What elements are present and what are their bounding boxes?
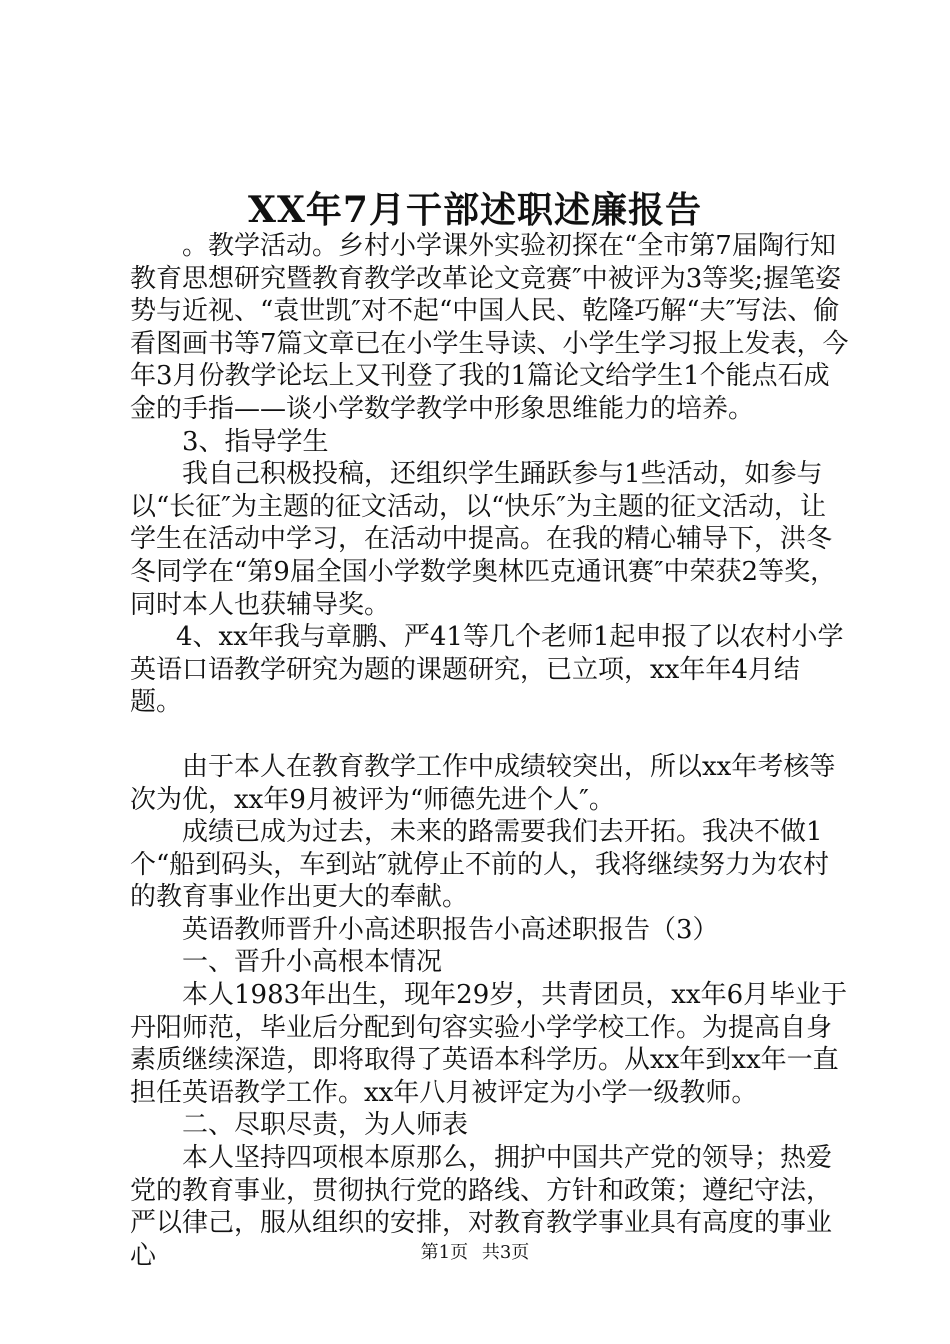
- document-body: [130, 230, 850, 1272]
- page-number: 第1页: [420, 1242, 469, 1263]
- page-total: 共3页: [481, 1242, 530, 1263]
- heading-guide-students: 3、指导学生: [182, 426, 329, 457]
- paragraph-research-project: 4、xx年我与章鹏、严41等几个老师1起申报了以农村小学英语口语教学研究为题的课题研究，已立项，xx年年4月结题。: [130, 622, 844, 718]
- section-heading-report: 英语教师晋升小高述职报告小高述职报告（3）: [182, 914, 719, 945]
- paragraph-duties: 本人坚持四项根本原那么，拥护中国共产党的领导；热爱党的教育事业，贯彻执行党的路线、方针和政策；遵纪守法，严以律己，服从组织的安排，对教育教学事业具有高度的事业心: [130, 1143, 833, 1271]
- heading-duties: 二、尽职尽责，为人师表: [182, 1110, 469, 1141]
- paragraph-future: 成绩已成为过去，未来的路需要我们去开拓。我决不做1个“船到码头，车到站″就停止不前的人，我将继续努力为农村的教育事业作出更大的奉献。: [130, 817, 830, 913]
- paragraph-student-guidance: 我自己积极投稿，还组织学生踊跃参与1些活动，如参与以“长征″为主题的征文活动，以“快乐″为主题的征文活动，让学生在活动中学习，在活动中提高。在我的精心辅导下，洪冬冬同学在“第9届全国小学数学奥林匹克通讯赛″中荣获2等奖，同时本人也获辅导奖。: [130, 459, 837, 620]
- paragraph-assessment: 由于本人在教育教学工作中成绩较突出，所以xx年考核等次为优，xx年9月被评为“师德先进个人″。: [130, 751, 836, 815]
- paragraph-spacer: [130, 719, 850, 751]
- page-footer: [0, 1241, 950, 1265]
- paragraph-teaching-activities: 。教学活动。乡村小学课外实验初探在“全市第7届陶行知教育思想研究暨教育教学改革论文竞赛″中被评为3等奖;握笔姿势与近视、“袁世凯″对不起“中国人民、乾隆巧解“夫″写法、偷看图画书等7篇文章已在小学生导读、小学生学习报上发表，今年3月份教学论坛上又刊登了我的1篇论文给学生1个能点石成金的手指——谈小学数学教学中形象思维能力的培养。: [130, 231, 849, 424]
- document-title: XX年7月干部述职述廉报告: [248, 189, 702, 231]
- paragraph-basic-info: 本人1983年出生，现年29岁，共青团员，xx年6月毕业于丹阳师范，毕业后分配到句容实验小学学校工作。为提高自身素质继续深造，即将取得了英语本科学历。从xx年到xx年一直担任英语教学工作。xx年八月被评定为小学一级教师。: [130, 980, 848, 1108]
- heading-basic-info: 一、晋升小高根本情况: [182, 947, 443, 978]
